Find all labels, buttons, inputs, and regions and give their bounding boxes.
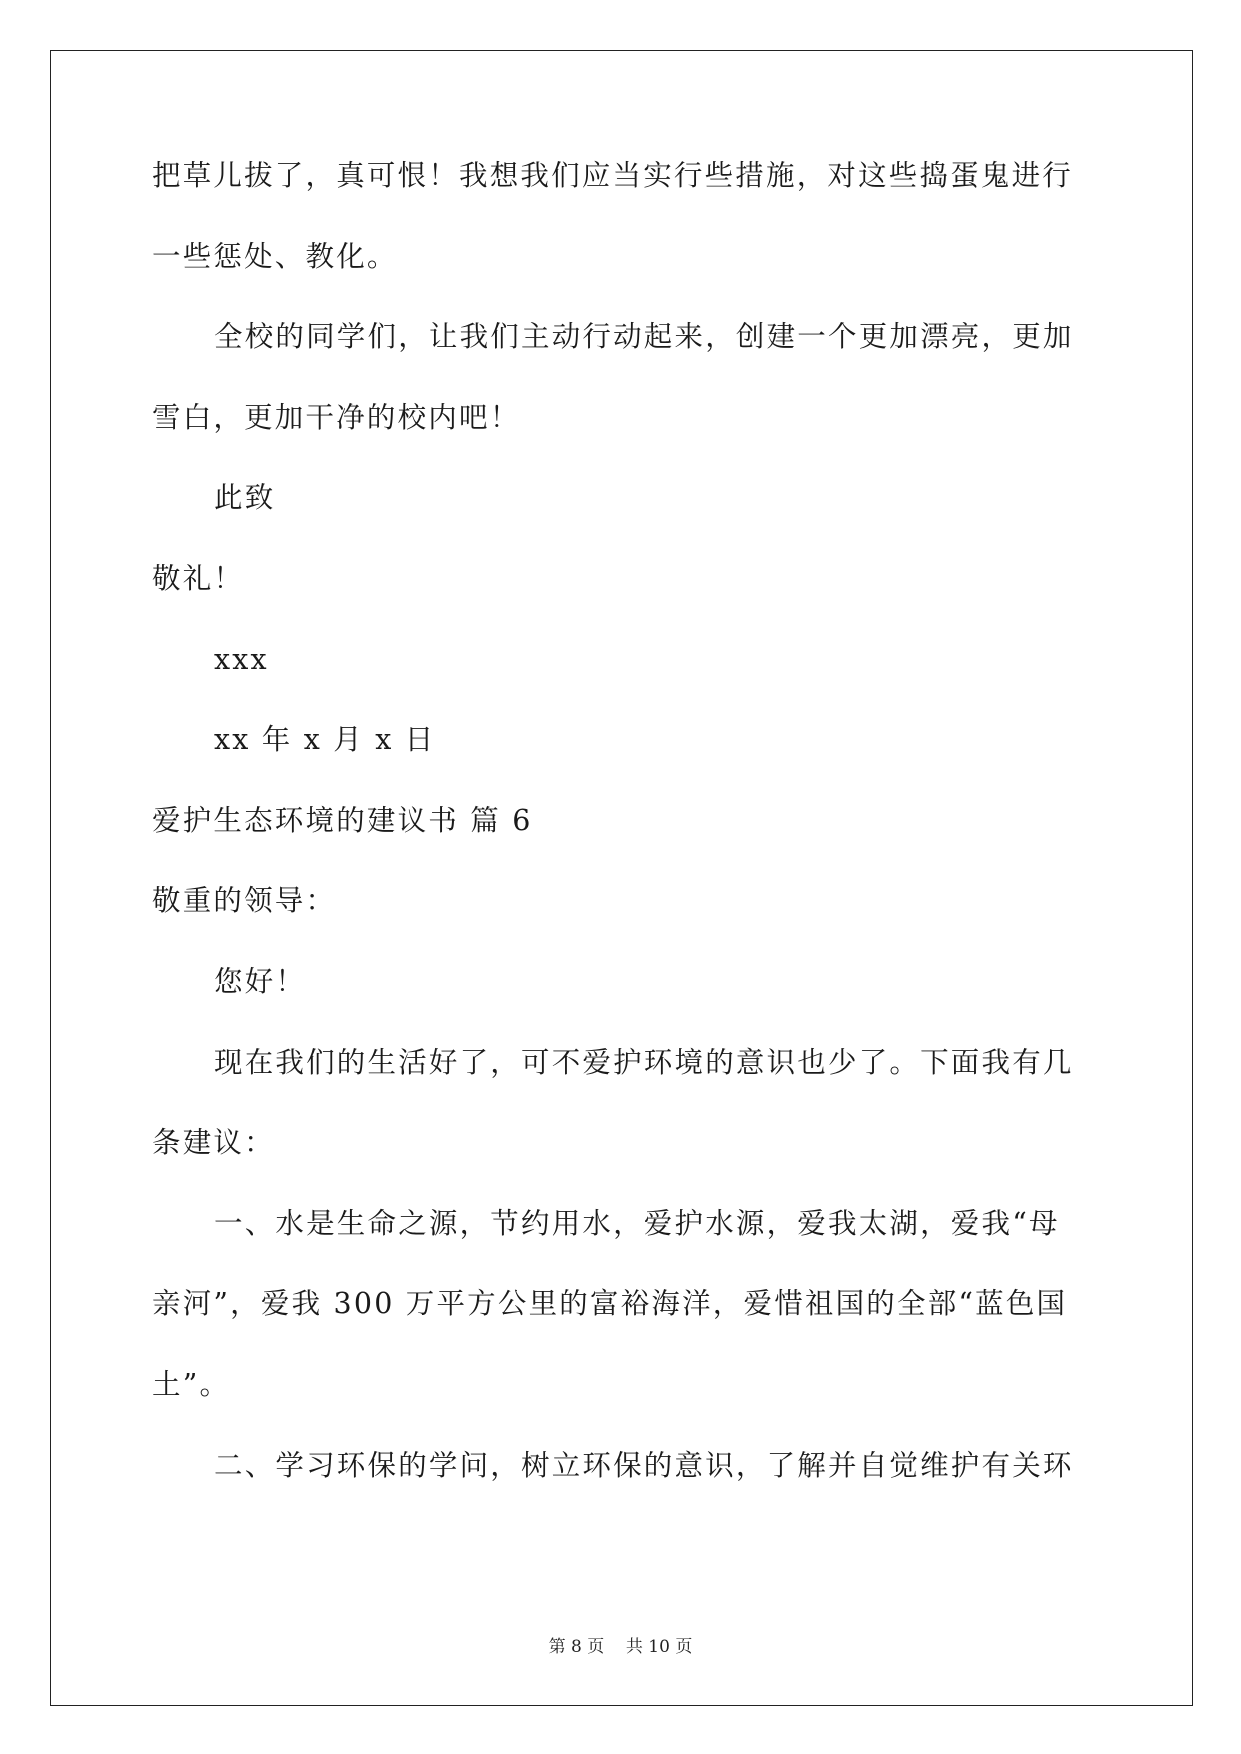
text-line: 条建议： bbox=[152, 1126, 275, 1160]
text-line: 二、学习环保的学问，树立环保的意识，了解并自觉维护有关环 bbox=[214, 1448, 1074, 1482]
text-line: 现在我们的生活好了，可不爱护环境的意识也少了。下面我有几 bbox=[214, 1045, 1074, 1079]
text-line: 把草儿拔了，真可恨！我想我们应当实行些措施，对这些捣蛋鬼进行 bbox=[152, 159, 1074, 192]
page-number-footer: 第 8 页 共 10 页 bbox=[548, 1637, 693, 1657]
text-line: 雪白，更加干净的校内吧！ bbox=[152, 400, 521, 434]
closing-respect: 敬礼！ bbox=[152, 561, 245, 595]
document-body bbox=[152, 159, 1092, 1532]
letter-greeting: 敬重的领导： bbox=[152, 884, 337, 918]
signature-name: xxx bbox=[214, 642, 269, 676]
text-line: 土”。 bbox=[152, 1367, 231, 1401]
closing-salutation: 此致 bbox=[214, 481, 276, 515]
section-heading: 爱护生态环境的建议书 篇 6 bbox=[152, 803, 533, 837]
signature-date: xx 年 x 月 x 日 bbox=[214, 723, 436, 757]
text-line: 一、水是生命之源，节约用水，爱护水源，爱我太湖，爱我“母 bbox=[214, 1206, 1060, 1240]
text-line: 全校的同学们，让我们主动行动起来，创建一个更加漂亮，更加 bbox=[214, 320, 1074, 354]
text-line: 亲河”，爱我 300 万平方公里的富裕海洋，爱惜祖国的全部“蓝色国 bbox=[152, 1287, 1068, 1321]
letter-hello: 您好！ bbox=[214, 964, 307, 998]
text-line: 一些惩处、教化。 bbox=[152, 239, 398, 273]
